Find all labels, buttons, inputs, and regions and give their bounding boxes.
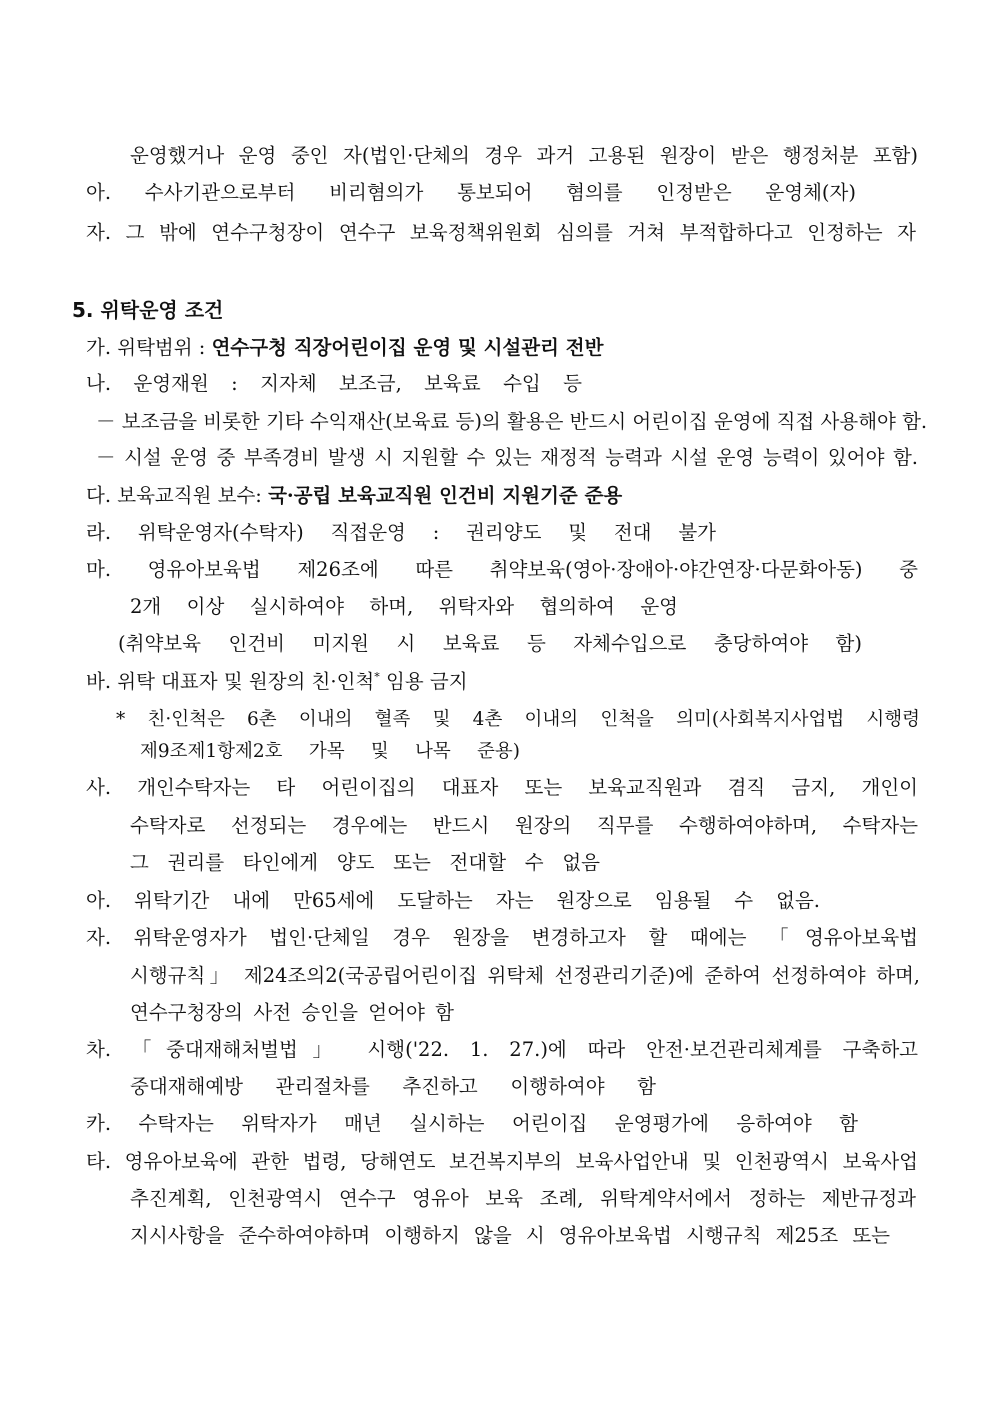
footnote-marker: * [374, 670, 380, 684]
footnote: * 친·인척은 6촌 이내의 혈족 및 4촌 이내의 인척을 의미(사회복지사업법 시행령 [116, 709, 920, 730]
text-line: 추진계획, 인천광역시 연수구 영유아 보육 조례, 위탁계약서에서 정하는 제반규정과 [130, 1187, 916, 1210]
list-item: 자. 그 밖에 연수구청장이 연수구 보육정책위원회 심의를 거쳐 부적합하다고 인정하는 자 [86, 221, 916, 244]
text-line: 지시사항을 준수하여야하며 이행하지 않을 시 영유아보육법 시행규칙 제25조 또는 [130, 1224, 890, 1247]
list-item: 나. 운영재원 : 지자체 보조금, 보육료 수입 등 [86, 372, 582, 395]
list-item [86, 668, 606, 696]
text-line: 시행규칙」 제24조의2(국공립어린이집 위탁체 선정관리기준)에 준하여 선정하여야 하며, [130, 964, 920, 987]
text-line: 수탁자로 선정되는 경우에는 반드시 원장의 직무를 수행하여야하며, 수탁자는 [130, 814, 918, 837]
list-item: 아. 위탁기간 내에 만65세에 도달하는 자는 원장으로 임용될 수 없음. [86, 889, 820, 912]
dash-item: － 시설 운영 중 부족경비 발생 시 지원할 수 있는 재정적 능력과 시설 운영 능력이 있어야 함. [96, 446, 918, 469]
item-emphasis: 국·공립 보육교직원 인건비 지원기준 준용 [268, 484, 623, 507]
section-heading: 5. 위탁운영 조건 [72, 298, 224, 322]
list-item: 사. 개인수탁자는 타 어린이집의 대표자 또는 보육교직원과 겸직 금지, 개인이 [86, 776, 918, 799]
item-label: 가. 위탁범위 : [86, 336, 212, 359]
list-item: 마. 영유아보육법 제26조에 따른 취약보육(영아·장애아·야간연장·다문화아동) 중 [86, 558, 918, 581]
text-line: 2개 이상 실시하여야 하며, 위탁자와 협의하여 운영 [130, 595, 678, 618]
footnote: 제9조제1항제2호 가목 및 나목 준용) [140, 741, 520, 762]
list-item [86, 334, 916, 362]
text-line: 연수구청장의 사전 승인을 얻어야 함 [130, 1001, 454, 1024]
item-text: 바. 위탁 대표자 및 원장의 친·인척 [86, 670, 375, 693]
list-item: 라. 위탁운영자(수탁자) 직접운영 : 권리양도 및 전대 불가 [86, 521, 716, 544]
list-item: 타. 영유아보육에 관한 법령, 당해연도 보건복지부의 보육사업안내 및 인천광역시 보육사업 [86, 1150, 918, 1173]
text-line: 운영했거나 운영 중인 자(법인·단체의 경우 과거 고용된 원장이 받은 행정처분 포함) [130, 144, 918, 167]
list-item [86, 482, 916, 510]
text-line: (취약보육 인건비 미지원 시 보육료 등 자체수입으로 충당하여야 함) [118, 632, 862, 655]
item-label: 다. 보육교직원 보수: [86, 484, 269, 507]
list-item: 카. 수탁자는 위탁자가 매년 실시하는 어린이집 운영평가에 응하여야 함 [86, 1112, 858, 1135]
item-emphasis: 연수구청 직장어린이집 운영 및 시설관리 전반 [211, 336, 604, 359]
item-text: 임용 금지 [379, 670, 468, 693]
text-line: 그 권리를 타인에게 양도 또는 전대할 수 없음 [130, 851, 600, 874]
text-line: 중대재해예방 관리절차를 추진하고 이행하여야 함 [130, 1075, 656, 1098]
list-item: 자. 위탁운영자가 법인·단체일 경우 원장을 변경하고자 할 때에는 「영유아보육법 [86, 926, 918, 949]
list-item: 차. 「중대재해처벌법」 시행('22. 1. 27.)에 따라 안전·보건관리체계를 구축하고 [86, 1038, 918, 1061]
list-item: 아. 수사기관으로부터 비리혐의가 통보되어 혐의를 인정받은 운영체(자) [86, 181, 856, 204]
dash-item: － 보조금을 비롯한 기타 수익재산(보육료 등)의 활용은 반드시 어린이집 운영에 직접 사용해야 함. [96, 410, 928, 433]
